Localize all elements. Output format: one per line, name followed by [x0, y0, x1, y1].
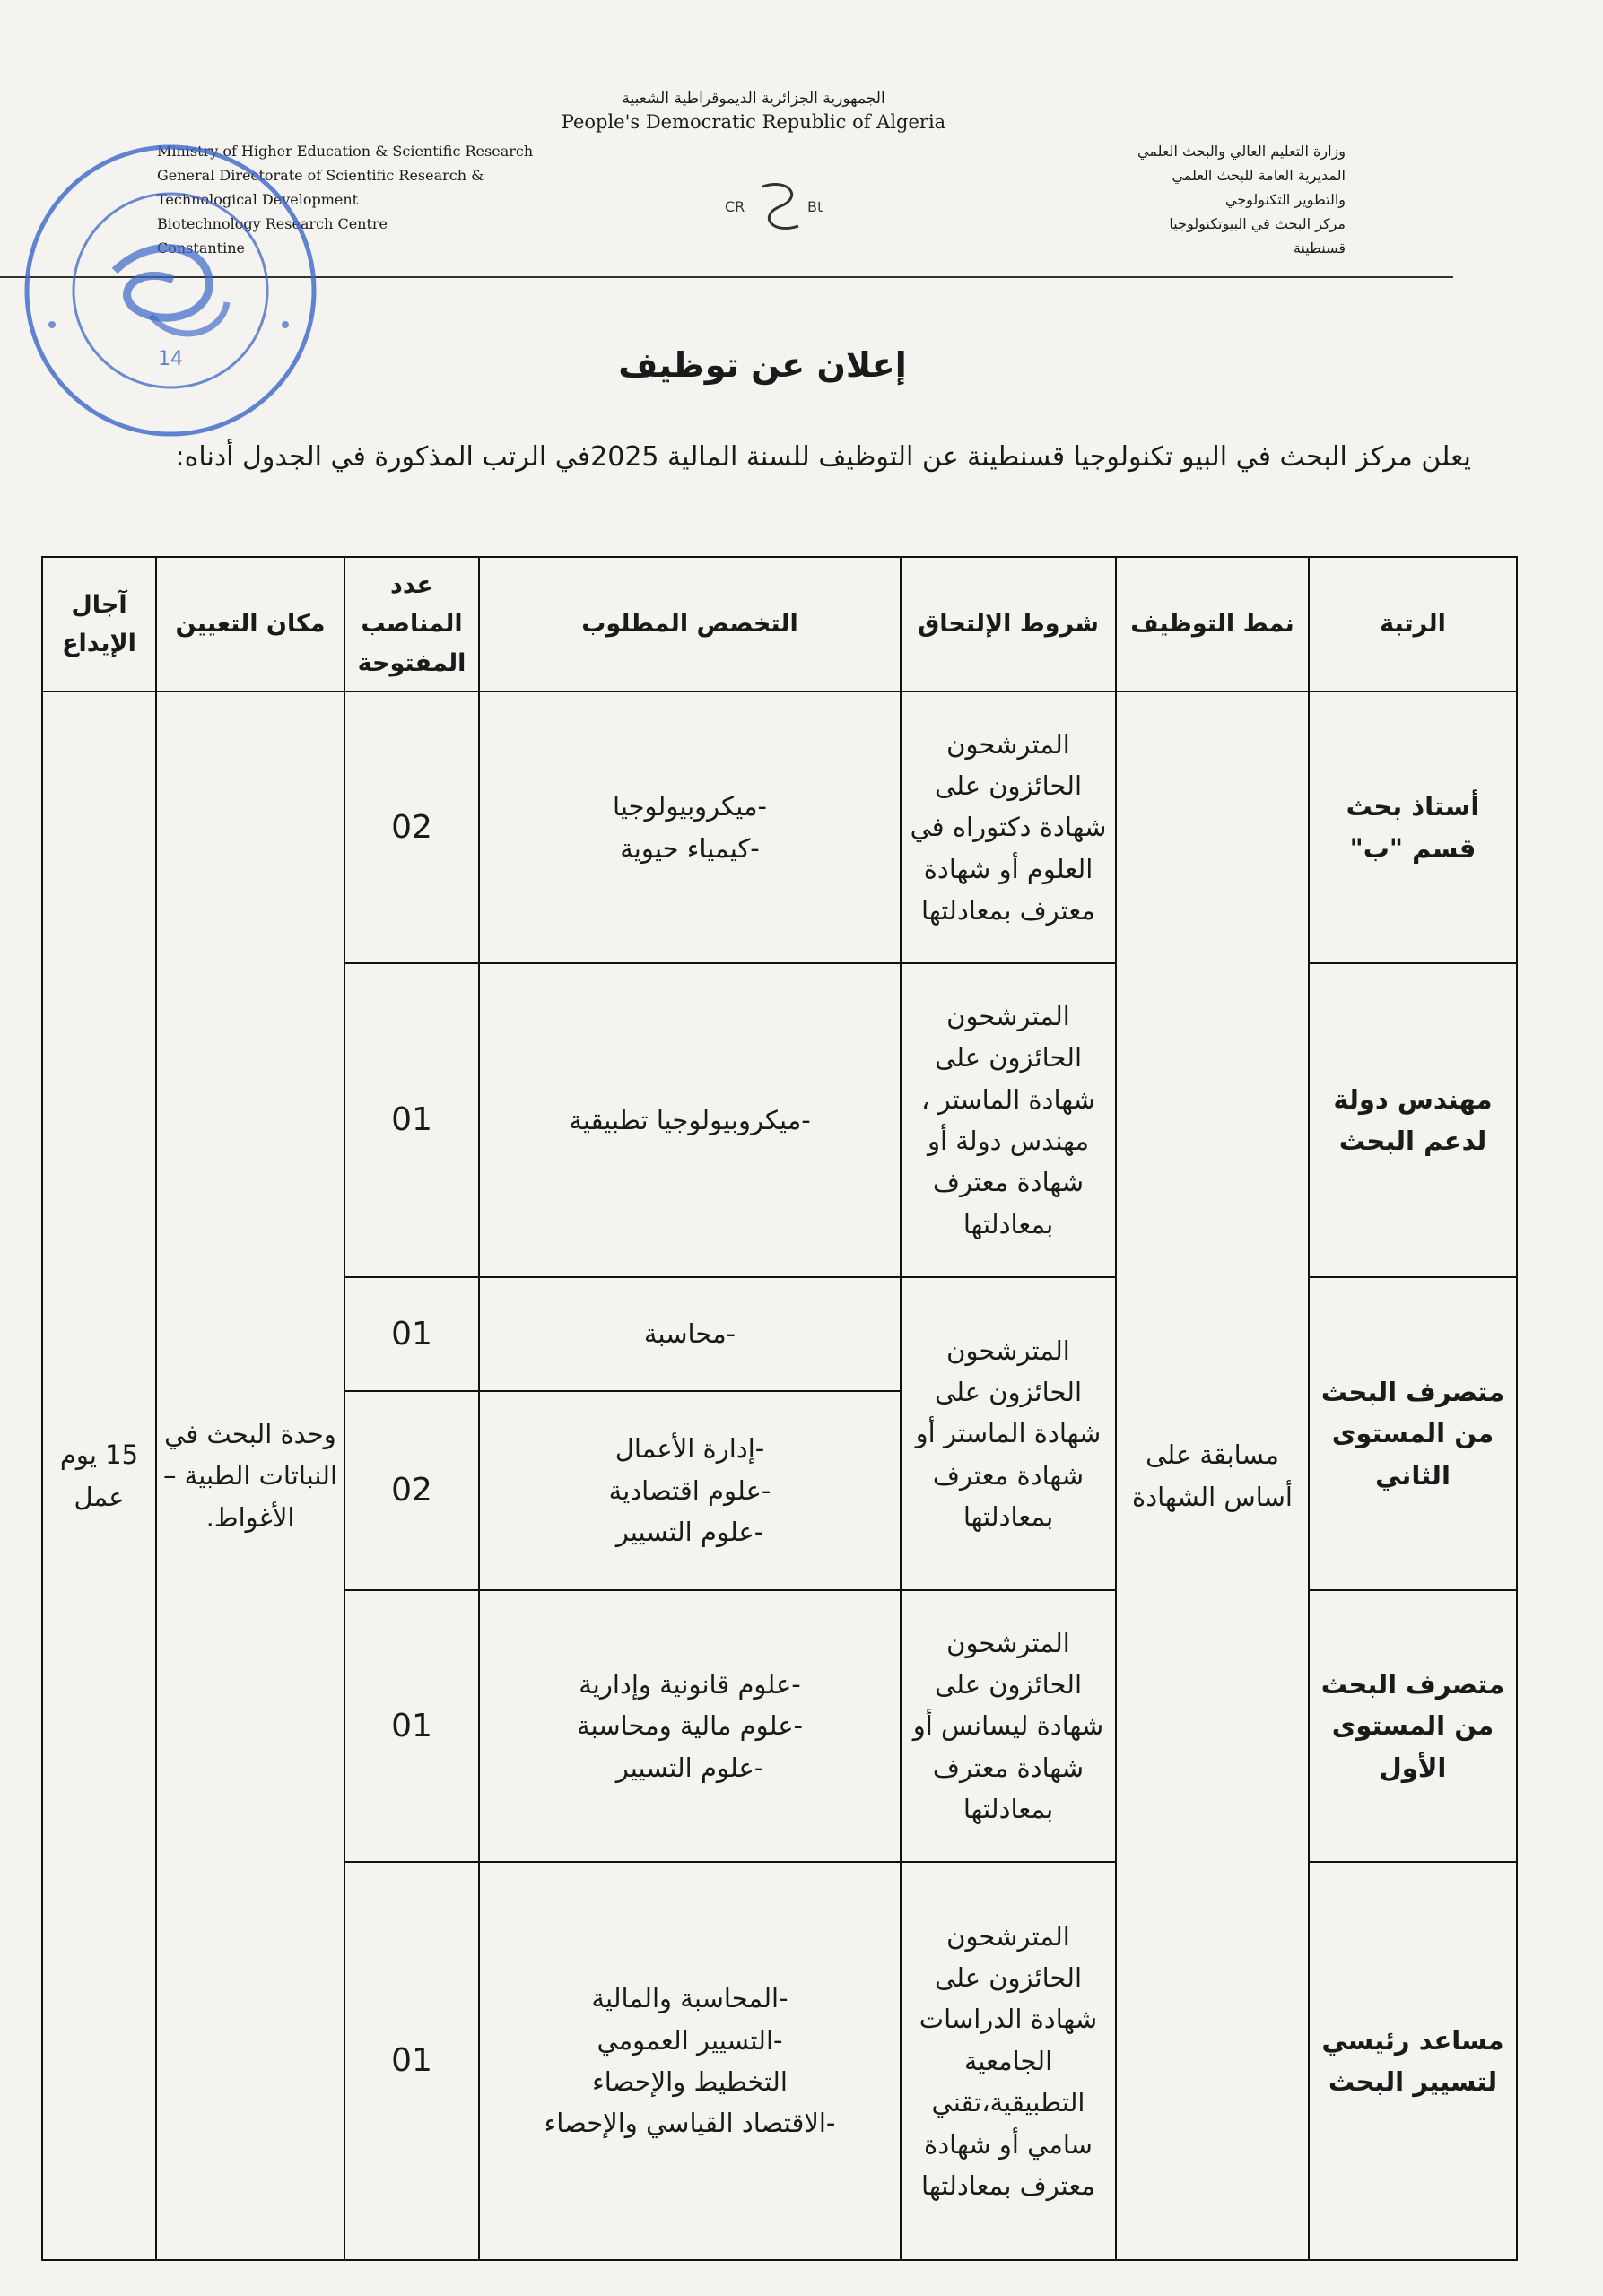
header-en-line: Constantine [157, 239, 245, 257]
rank-cell: متصرف البحث من المستوى الثاني [1309, 1277, 1517, 1590]
specialty-item: -كيمياء حيوية [620, 832, 760, 864]
positions-cell: 01 [344, 963, 479, 1277]
header-ar-line: قسنطينة [1293, 239, 1346, 257]
header-ar-line: وزارة التعليم العالي والبحث العلمي [1137, 143, 1346, 160]
rank-cell: مساعد رئيسي لتسيير البحث [1309, 1862, 1517, 2260]
header-en-line: Biotechnology Research Centre [157, 215, 388, 232]
rank-cell: مهندس دولة لدعم البحث [1309, 963, 1517, 1277]
rank-cell: متصرف البحث من المستوى الأول [1309, 1590, 1517, 1862]
header-deadline: آجال الإيداع [42, 557, 156, 691]
deadline-cell: 15 يوم عمل [42, 691, 156, 2260]
header-positions: عدد المناصب المفتوحة [344, 557, 479, 691]
header-english-republic: People's Democratic Republic of Algeria [561, 111, 946, 133]
positions-cell: 01 [344, 1277, 479, 1391]
specialty-cell [479, 691, 901, 963]
announcement-intro: يعلن مركز البحث في البيو تكنولوجيا قسنطينة عن التوظيف للسنة المالية 2025في الرتب المذكورة في الجدول أدناه: [175, 441, 1471, 473]
positions-cell: 01 [344, 1862, 479, 2260]
specialty-item: -علوم قانونية وإدارية [579, 1668, 801, 1700]
official-stamp [16, 136, 326, 446]
announcement-title: إعلان عن توظيف [618, 345, 907, 385]
location-cell: وحدة البحث في النباتات الطبية –الأغواط. [156, 691, 344, 2260]
header-mode: نمط التوظيف [1116, 557, 1309, 691]
header-specialty: التخصص المطلوب [479, 557, 901, 691]
specialty-item: -علوم التسيير [615, 1517, 764, 1548]
specialty-item: التخطيط والإحصاء [592, 2066, 788, 2097]
rank-cell: أستاذ بحث قسم "ب" [1309, 691, 1517, 963]
stamp-number: 14 [158, 348, 183, 370]
header-arabic-ministry [969, 139, 1346, 260]
specialty-cell [479, 1391, 901, 1590]
specialty-cell [479, 1277, 901, 1391]
header-ar-line: مركز البحث في البيوتكنولوجيا [1169, 215, 1346, 232]
header-en-line: Ministry of Higher Education & Scientific Research [157, 143, 534, 160]
positions-cell: 01 [344, 1590, 479, 1862]
specialty-item: -ميكروبيولوجيا تطبيقية [569, 1104, 811, 1135]
header-ar-line: المديرية العامة للبحث العلمي [1172, 167, 1346, 184]
conditions-cell: المترشحون الحائزون على شهادة ليسانس أو شهادة معترف بمعادلتها [901, 1590, 1116, 1862]
header-arabic-republic: الجمهورية الجزائرية الديموقراطية الشعبية [622, 90, 885, 108]
specialty-item: -إدارة الأعمال [614, 1433, 765, 1465]
specialty-item: -علوم التسيير [615, 1752, 764, 1783]
conditions-cell: المترشحون الحائزون على شهادة الماستر أو شهادة معترف بمعادلتها [901, 1277, 1116, 1590]
specialty-cell [479, 1862, 901, 2260]
svg-text:Bt: Bt [807, 198, 823, 215]
specialty-item: -المحاسبة والمالية [591, 1983, 788, 2014]
conditions-cell: المترشحون الحائزون على شهادة الدراسات الجامعية التطبيقية،تقني سامي أو شهادة معترف بمعادلتها [901, 1862, 1116, 2260]
mode-cell: مسابقة على أساس الشهادة [1116, 691, 1309, 2260]
specialty-item: -الاقتصاد القياسي والإحصاء [544, 2108, 836, 2139]
specialty-cell [479, 963, 901, 1277]
specialty-item: -محاسبة [643, 1318, 736, 1350]
positions-cell: 02 [344, 1391, 479, 1590]
table-row [42, 691, 1517, 963]
specialty-item: -التسيير العمومي [597, 2024, 783, 2056]
header-ar-line: والتطوير التكنولوجي [1224, 191, 1346, 208]
header-location: مكان التعيين [156, 557, 344, 691]
header-conditions: شروط الإلتحاق [901, 557, 1116, 691]
recruitment-table [41, 556, 1518, 2261]
specialty-item: -علوم اقتصادية [608, 1474, 771, 1506]
specialty-item: -علوم مالية ومحاسبة [577, 1710, 803, 1742]
conditions-cell: المترشحون الحائزون على شهادة الماستر ، مهندس دولة أو شهادة معترف بمعادلتها [901, 963, 1116, 1277]
header-en-line: General Directorate of Scientific Research & [157, 167, 484, 184]
svg-text:CR: CR [725, 198, 745, 215]
header-en-line: Technological Development [157, 191, 359, 208]
specialty-item: -ميكروبيولوجيا [613, 791, 767, 822]
header-rank: الرتبة [1309, 557, 1517, 691]
specialty-cell [479, 1590, 901, 1862]
table-header-row [42, 557, 1517, 691]
positions-cell: 02 [344, 691, 479, 963]
crbt-logo [718, 170, 834, 242]
conditions-cell: المترشحون الحائزون على شهادة دكتوراه في العلوم أو شهادة معترف بمعادلتها [901, 691, 1116, 963]
